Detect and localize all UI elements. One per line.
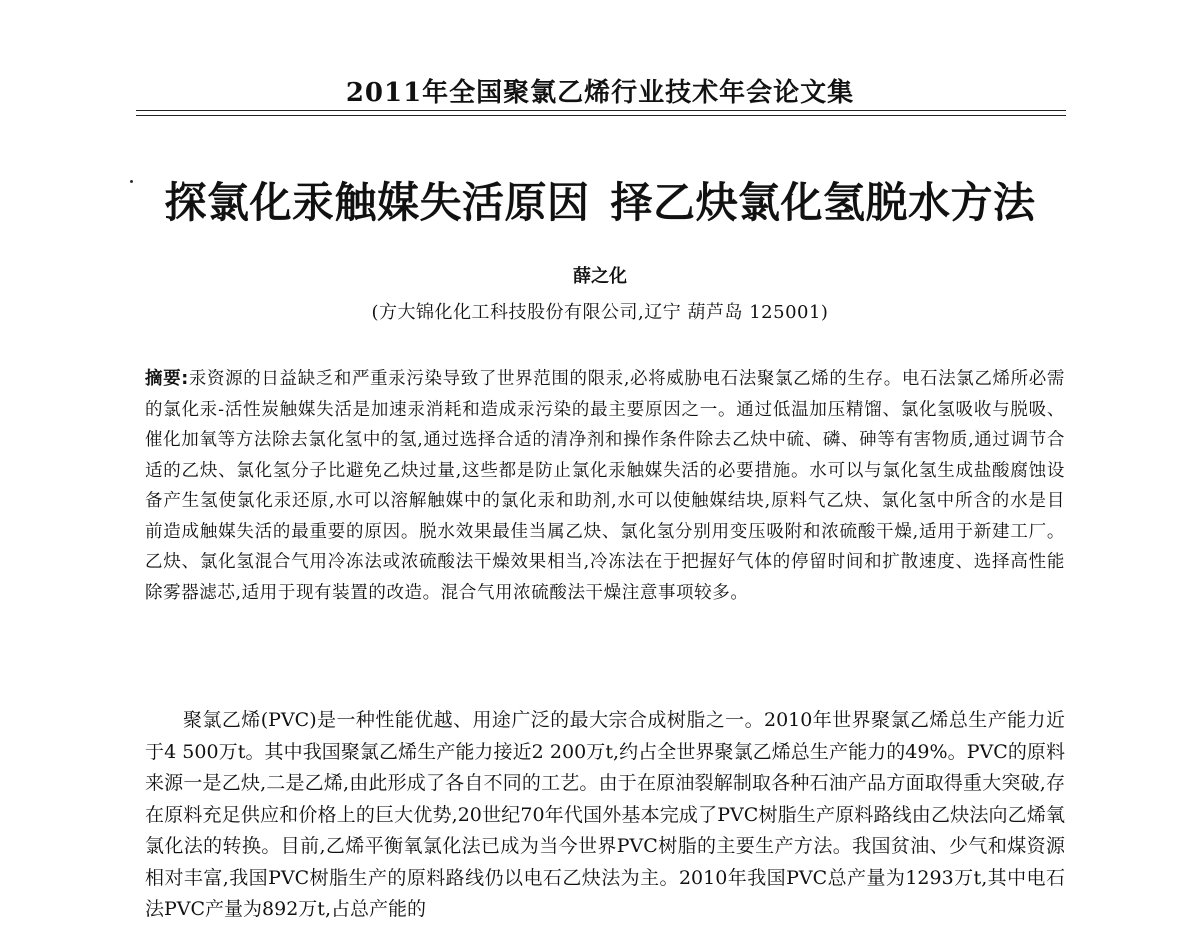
article-title: 探氯化汞触媒失活原因 择乙炔氯化氢脱水方法 bbox=[164, 178, 1036, 227]
abstract-block bbox=[145, 364, 1065, 608]
author-affiliation: (方大锦化化工科技股份有限公司,辽宁 葫芦岛 125001) bbox=[371, 302, 829, 323]
body-section bbox=[145, 705, 1065, 926]
running-header: 2011年全国聚氯乙烯行业技术年会论文集 bbox=[345, 78, 855, 108]
header-rule-secondary bbox=[136, 115, 1066, 116]
body-paragraph: 聚氯乙烯(PVC)是一种性能优越、用途广泛的最大宗合成树脂之一。2010年世界聚氯乙烯总生产能力近于4 500万t。其中我国聚氯乙烯生产能力接近2 200万t,约占全世界聚氯乙烯总生产能力的49%。PVC的原料来源一是乙炔,二是乙烯,由此形成了各自不同的工艺。由于在原油裂解制取各种石油产品方面取得重大突破,存在原料充足供应和价格上的巨大优势,20世纪70年代国外基本完成了PVC树脂生产原料路线由乙炔法向乙烯氧氯化法的转换。目前,乙烯平衡氧氯化法已成为当今世界PVC树脂的主要生产方法。我国贫油、少气和煤资源相对丰富,我国PVC树脂生产的原料路线仍以电石乙炔法为主。2010年我国PVC总产量为1293万t,其中电石法PVC产量为892万t,占总产能的 bbox=[145, 709, 1065, 920]
author-name: 薛之化 bbox=[573, 266, 627, 287]
abstract-text: 汞资源的日益缺乏和严重汞污染导致了世界范围的限汞,必将威胁电石法聚氯乙烯的生存。电石法氯乙烯所必需的氯化汞-活性炭触媒失活是加速汞消耗和造成汞污染的最主要原因之一。通过低温加压精馏、氯化氢吸收与脱吸、催化加氧等方法除去氯化氢中的氢,通过选择合适的清净剂和操作条件除去乙炔中硫、磷、砷等有害物质,通过调节合适的乙炔、氯化氢分子比避免乙炔过量,这些都是防止氯化汞触媒失活的必要措施。水可以与氯化氢生成盐酸腐蚀设备产生氢使氯化汞还原,水可以溶解触媒中的氯化汞和助剂,水可以使触媒结块,原料气乙炔、氯化氢中所含的水是目前造成触媒失活的最重要的原因。脱水效果最佳当属乙炔、氯化氢分别用变压吸附和浓硫酸干燥,适用于新建工厂。乙炔、氯化氢混合气用冷冻法或浓硫酸法干燥效果相当,冷冻法在于把握好气体的停留时间和扩散速度、选择高性能除雾器滤芯,适用于现有装置的改造。混合气用浓硫酸法干燥注意事项较多。 bbox=[145, 369, 1065, 603]
header-rule bbox=[136, 110, 1066, 111]
abstract-label: 摘要: bbox=[145, 369, 189, 389]
